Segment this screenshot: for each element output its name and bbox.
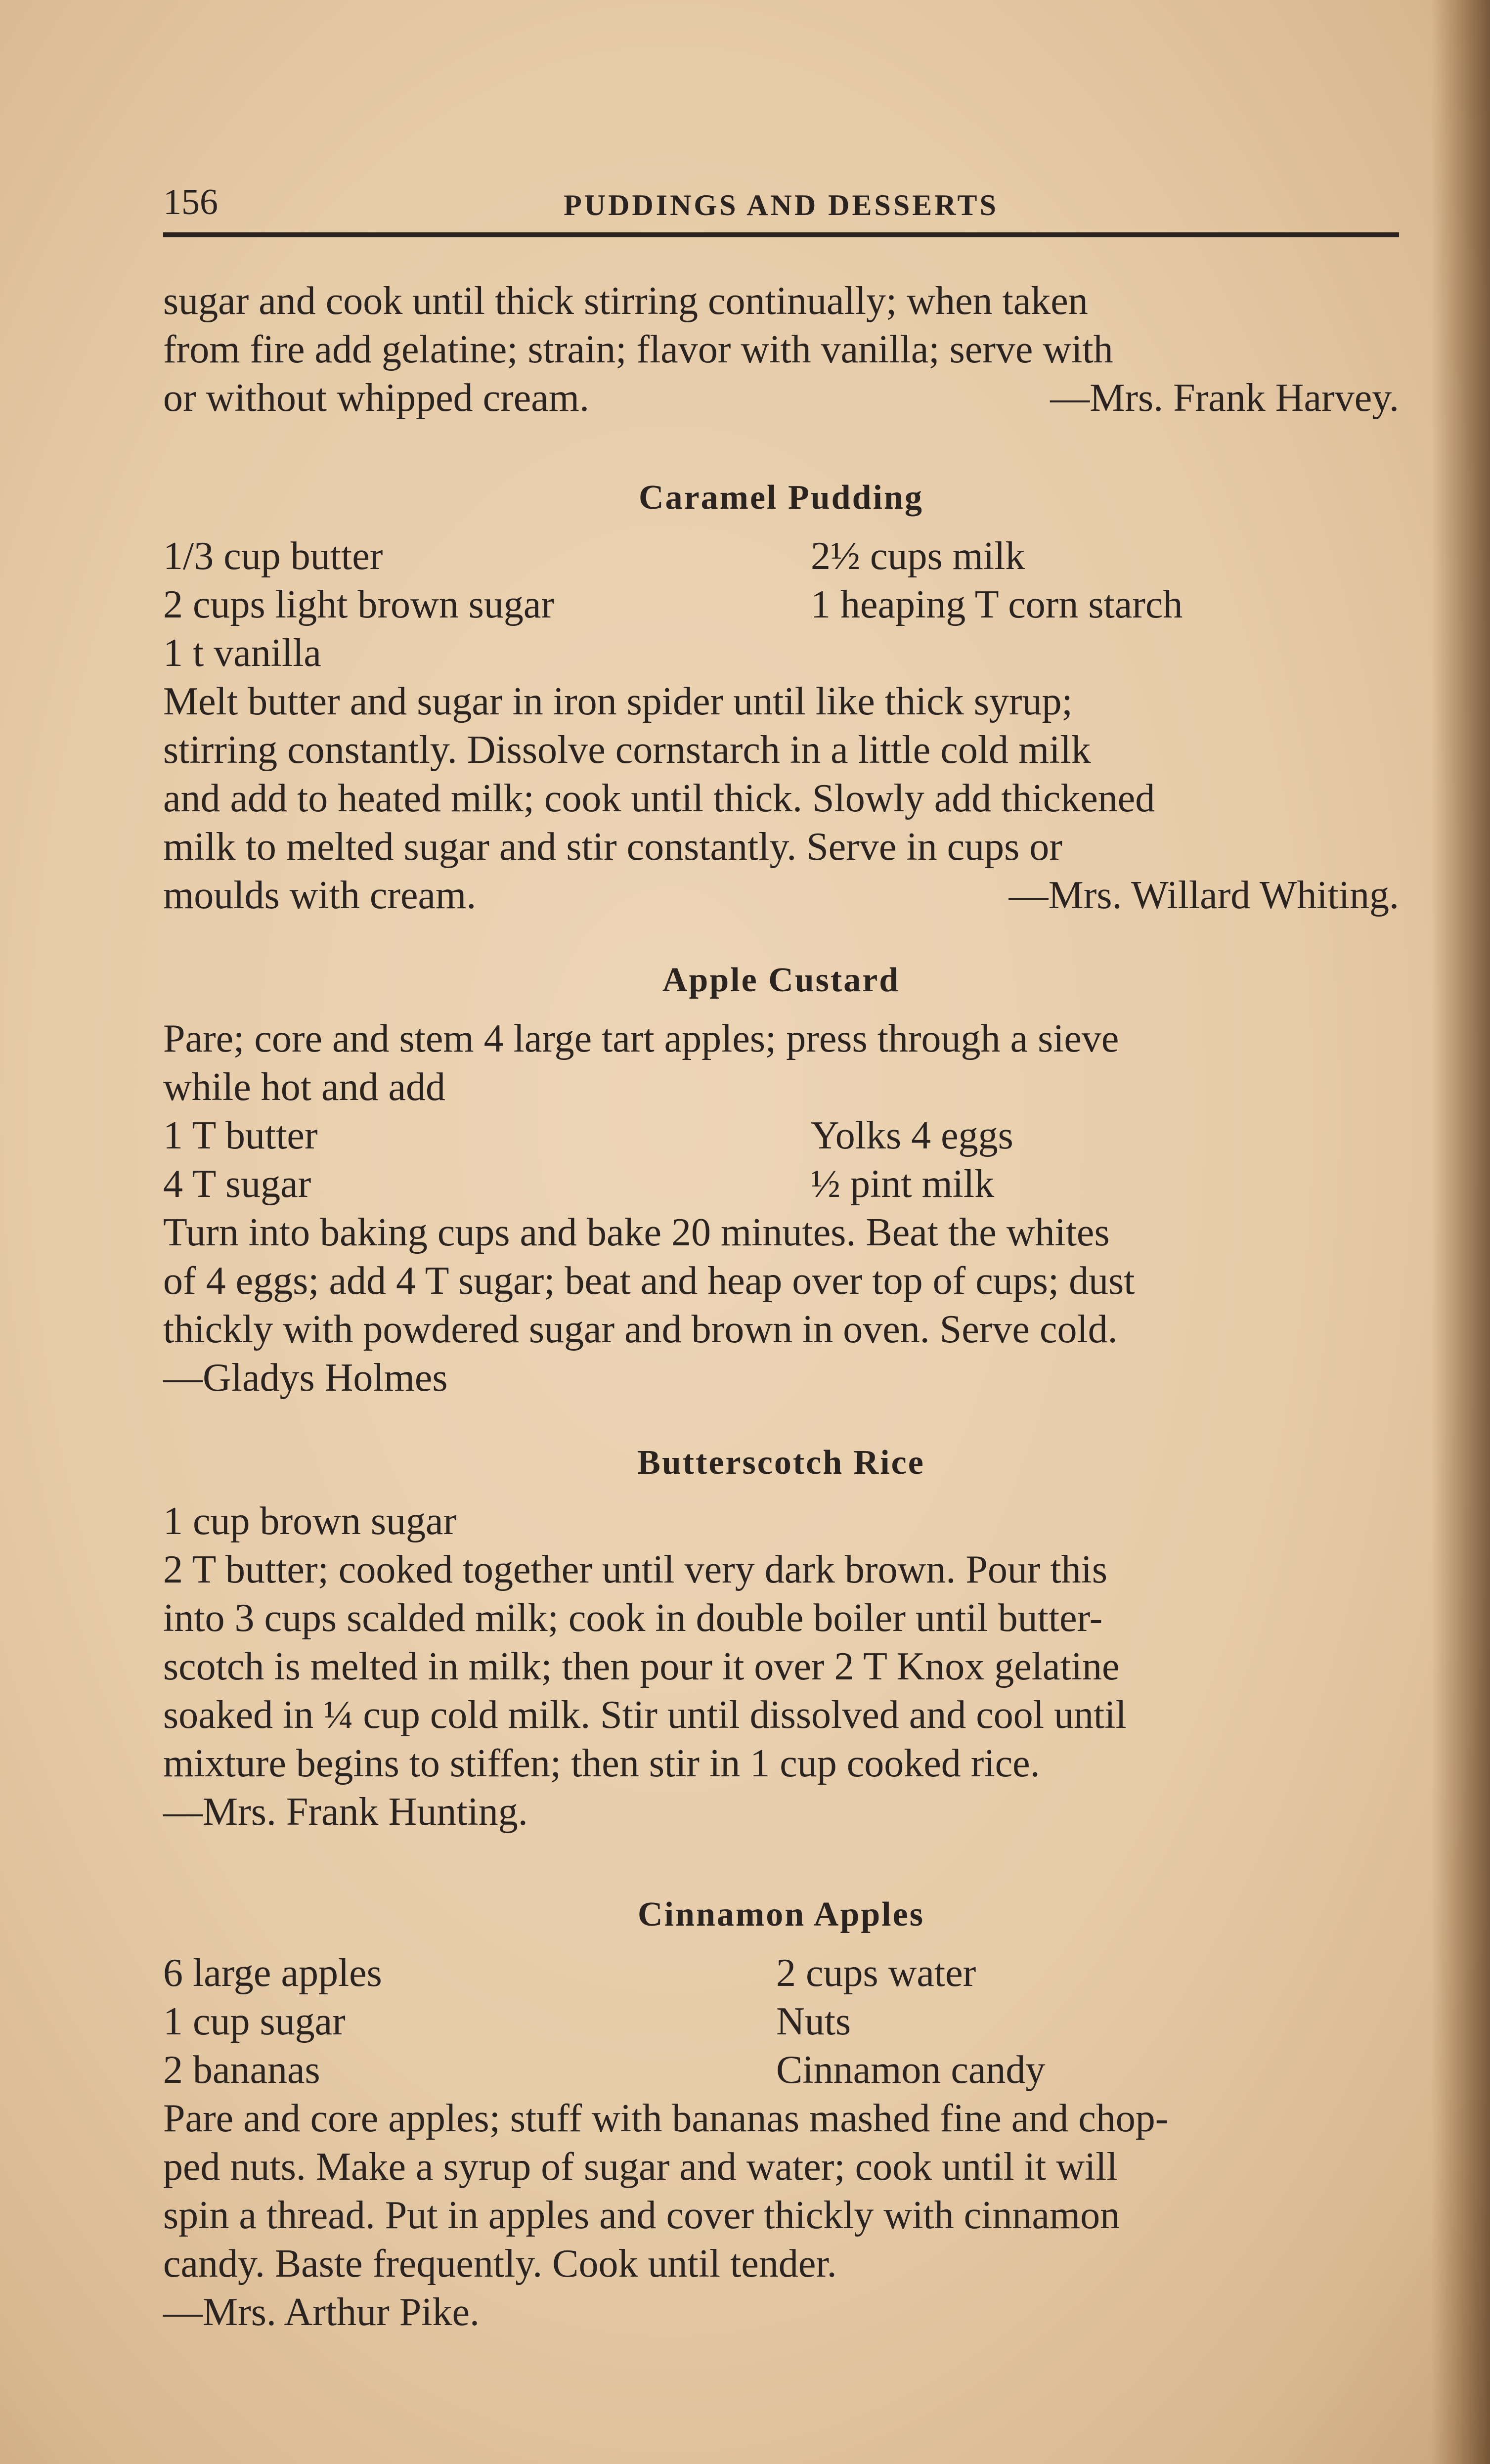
ingredient-row — [163, 629, 1399, 677]
recipe-title: Butterscotch Rice — [637, 1444, 925, 1482]
direction-line: and add to heated milk; cook until thick. Slowly add thickened — [163, 777, 1155, 820]
intro-line: or without whipped cream. — [163, 376, 589, 420]
recipe-author: —Mrs. Frank Hunting. — [163, 1790, 528, 1834]
ingredient-row — [163, 1997, 1399, 2046]
ingredient: 1 T butter — [163, 1114, 318, 1157]
direction-line: spin a thread. Put in apples and cover thickly with cinnamon — [163, 2194, 1120, 2237]
ingredient: Cinnamon candy — [776, 2048, 1046, 2092]
running-title: PUDDINGS AND DESSERTS — [564, 189, 999, 221]
direction-line: 2 T butter; cooked together until very dark brown. Pour this — [163, 1548, 1108, 1591]
preamble-line: Pare; core and stem 4 large tart apples; press through a sieve — [163, 1017, 1119, 1060]
ingredient-row — [163, 1949, 1399, 1997]
ingredient: Nuts — [776, 2000, 851, 2043]
recipe-title: Apple Custard — [662, 961, 900, 999]
ingredient: 1 heaping T corn starch — [811, 583, 1183, 626]
direction-line: of 4 eggs; add 4 T sugar; beat and heap over top of cups; dust — [163, 1259, 1135, 1303]
ingredient-row — [163, 580, 1399, 629]
ingredient: 1 t vanilla — [163, 631, 321, 675]
direction-line: into 3 cups scalded milk; cook in double boiler until butter- — [163, 1596, 1103, 1640]
direction-line: ped nuts. Make a syrup of sugar and water; cook until it will — [163, 2145, 1118, 2189]
direction-line: milk to melted sugar and stir constantly. Serve in cups or — [163, 825, 1062, 869]
ingredient — [811, 629, 1399, 677]
direction-line: scotch is melted in milk; then pour it over 2 T Knox gelatine — [163, 1645, 1120, 1688]
direction-line: Pare and core apples; stuff with bananas mashed fine and chop- — [163, 2097, 1169, 2140]
intro-continuation — [163, 277, 1399, 422]
recipe-apple-custard — [163, 956, 1399, 1402]
ingredient: 2 cups water — [776, 1951, 976, 1995]
intro-line: sugar and cook until thick stirring continually; when taken — [163, 279, 1088, 323]
direction-line: Turn into baking cups and bake 20 minutes. Beat the whites — [163, 1211, 1110, 1254]
ingredient-row — [163, 2046, 1399, 2094]
preamble-line: while hot and add — [163, 1065, 445, 1109]
direction-line: stirring constantly. Dissolve cornstarch in a little cold milk — [163, 728, 1091, 772]
ingredient: 1/3 cup butter — [163, 534, 383, 578]
page-number: 156 — [163, 182, 218, 222]
ingredient: 2 cups light brown sugar — [163, 583, 555, 626]
ingredient: 1 cup sugar — [163, 2000, 346, 2043]
ingredient: ½ pint milk — [811, 1162, 995, 1206]
ingredient-row — [163, 532, 1399, 580]
recipe-caramel-pudding — [163, 474, 1399, 920]
direction-line: moulds with cream. — [163, 874, 477, 917]
recipe-cinnamon-apples — [163, 1891, 1399, 2336]
ingredient: 2 bananas — [163, 2048, 320, 2092]
recipe-butterscotch-rice — [163, 1439, 1399, 1836]
direction-line: thickly with powdered sugar and brown in oven. Serve cold. — [163, 1308, 1118, 1351]
recipe-author: —Mrs. Arthur Pike. — [163, 2290, 480, 2334]
ingredient — [811, 1497, 1399, 1545]
recipe-title: Cinnamon Apples — [638, 1895, 924, 1934]
ingredient-row — [163, 1111, 1399, 1160]
recipe-author: —Mrs. Frank Harvey. — [1050, 376, 1399, 420]
ingredient: 2½ cups milk — [811, 534, 1025, 578]
page-header — [163, 168, 1399, 237]
intro-line: from fire add gelatine; strain; flavor with vanilla; serve with — [163, 328, 1113, 371]
page-content — [163, 168, 1399, 2336]
page-spine-shadow — [1431, 0, 1490, 2464]
ingredient-row — [163, 1160, 1399, 1208]
ingredient: 1 cup brown sugar — [163, 1499, 457, 1543]
direction-line: candy. Baste frequently. Cook until tender. — [163, 2242, 837, 2286]
ingredient: 6 large apples — [163, 1951, 382, 1995]
direction-line: soaked in ¼ cup cold milk. Stir until dissolved and cool until — [163, 1693, 1127, 1737]
direction-line: Melt butter and sugar in iron spider until like thick syrup; — [163, 680, 1073, 723]
ingredient: Yolks 4 eggs — [811, 1114, 1013, 1157]
ingredient-row — [163, 1497, 1399, 1545]
recipe-title: Caramel Pudding — [639, 479, 923, 517]
recipe-author: —Mrs. Willard Whiting. — [1008, 874, 1399, 917]
ingredient: 4 T sugar — [163, 1162, 311, 1206]
direction-line: mixture begins to stiffen; then stir in 1 cup cooked rice. — [163, 1742, 1040, 1785]
recipe-author: —Gladys Holmes — [163, 1356, 448, 1400]
